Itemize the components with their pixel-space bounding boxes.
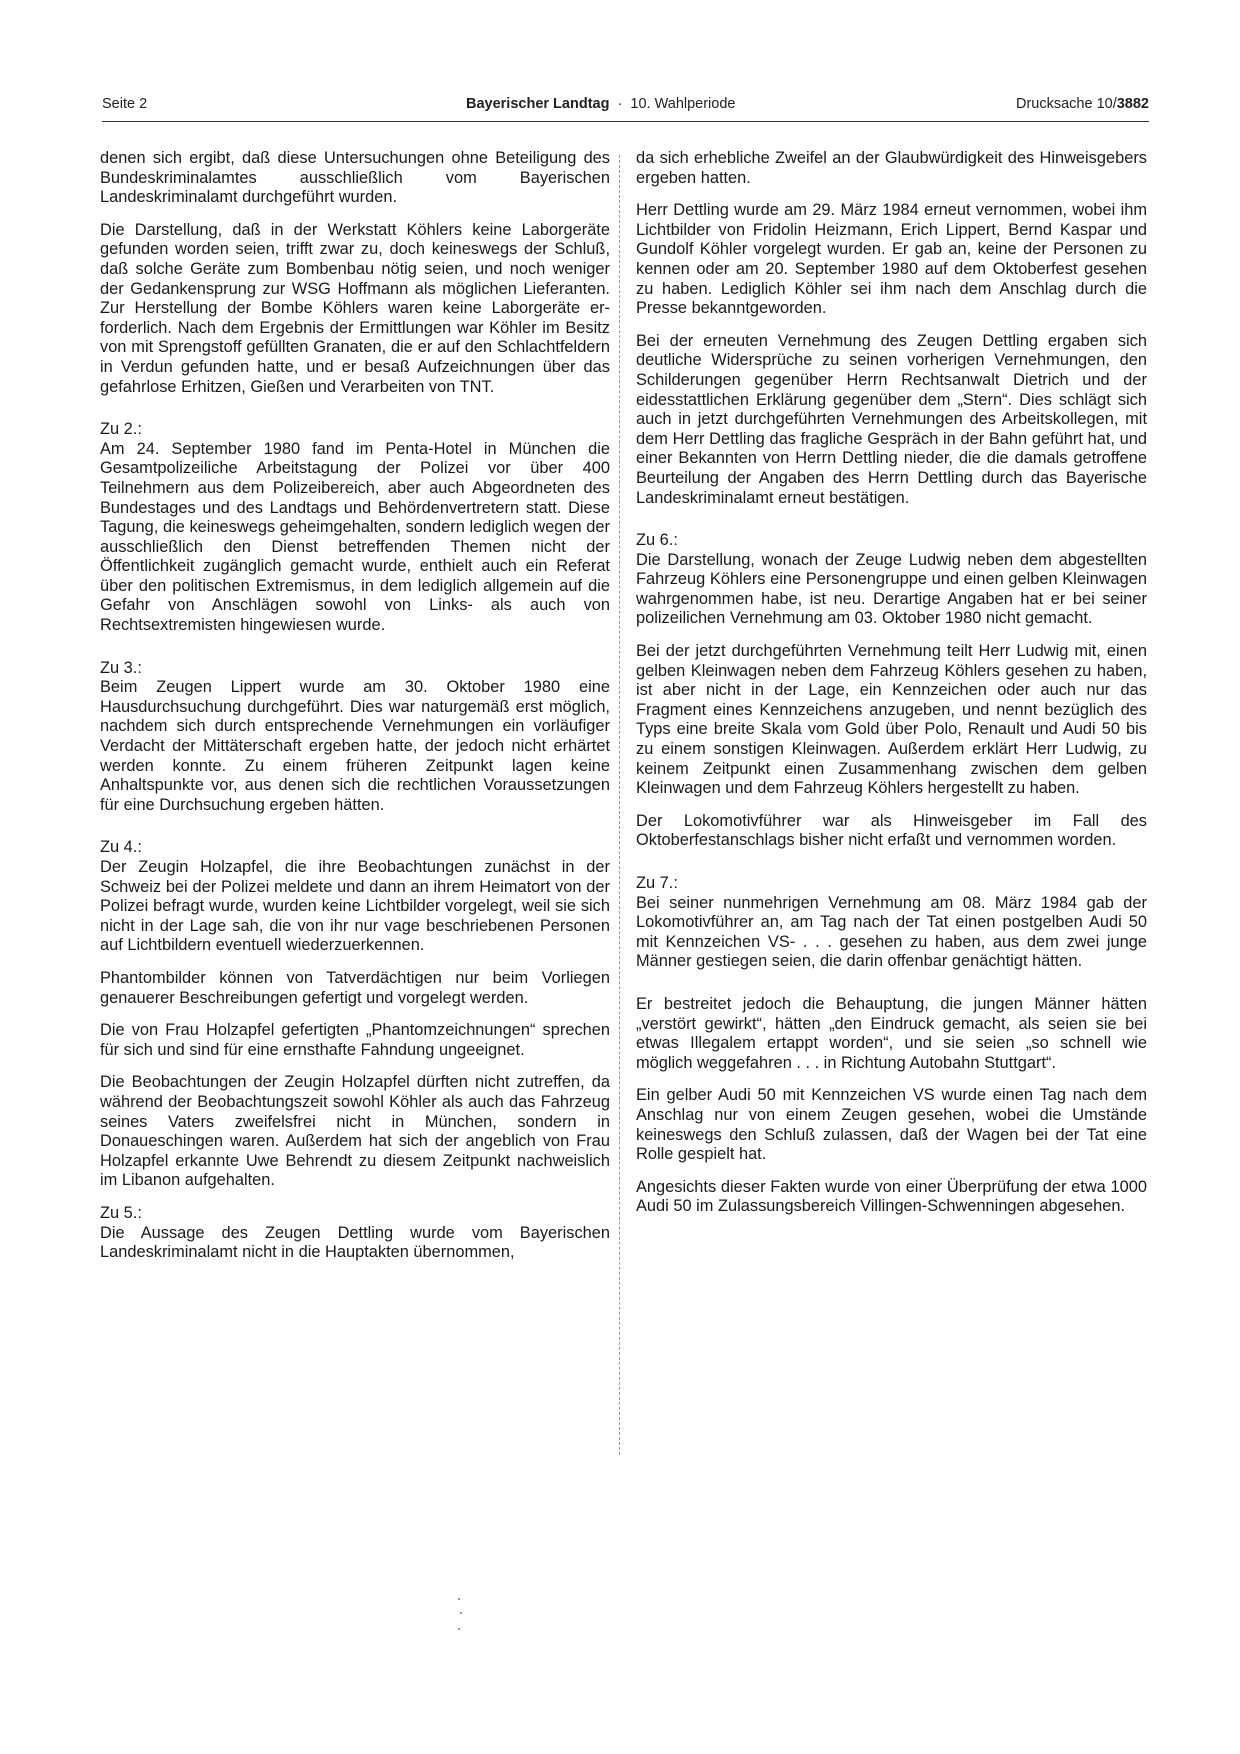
- header-rule: [102, 121, 1149, 122]
- paragraph: da sich erhebliche Zweifel an der Glaubwürdigkeit des Hinweisgebers ergeben hatten.: [636, 149, 1147, 187]
- page-header: [102, 94, 1149, 118]
- section-heading: Zu 2.:: [100, 420, 142, 439]
- paragraph: Am 24. September 1980 fand im Penta-Hotel in München die Gesamtpolizeiliche Arbeitstagung der Polizei vor über 400 Teilnehmern aus dem Polizeibereich, aber auch Abgeordneten des Bundestages und des Landtags und Behördenvertretern statt. Diese Tagung, die keineswegs geheimgehalten, sondern lediglich wegen der ausschließlich den Dienst betreffenden Themen nicht der Öffentlichkeit zugänglich gemacht wurde, enthielt auch ein Referat über den politischen Extremismus, in dem lediglich allgemein auf die Gefahr von Anschlägen sowohl von Links- als auch von Rechtsextremisten hingewiesen wurde.: [100, 439, 610, 635]
- paragraph: Phantombilder können von Tatverdächtigen nur beim Vorliegen genauerer Beschreibungen gefertigt und vorgelegt werden.: [100, 968, 610, 1007]
- paragraph: Die Beobachtungen der Zeugin Holzapfel dürften nicht zutreffen, da während der Beobachtungszeit sowohl Köhler als auch das Fahrzeug seines Vaters zweifelsfrei nicht in München, sondern in Donaueschingen waren. Außerdem hat sich der angeblich von Frau Holzapfel erkannte Uwe Behrendt zu diesem Zeitpunkt nachweislich im Libanon aufgehalten.: [100, 1073, 610, 1190]
- column-divider: [619, 155, 620, 1455]
- page-number: Seite 2: [102, 96, 148, 112]
- left-column: [100, 149, 610, 1276]
- section-3: [100, 659, 610, 816]
- paragraph: denen sich ergibt, daß diese Untersuchungen ohne Beteiligung des Bundeskriminalamtes ausschließlich vom Bayerischen Landeskriminalamt durchgeführt wurden.: [100, 149, 610, 207]
- section-6: [636, 531, 1147, 629]
- scan-speck: [458, 1628, 460, 1630]
- paragraph: Bei der jetzt durchgeführten Vernehmung teilt Herr Ludwig mit, einen gelben Kleinwagen neben dem Fahrzeug Köhlers gesehen zu haben, ist aber nicht in der Lage, ein Kennzeichen oder auch nur das Fragment eines Kennzeichens anzugeben, und nennt bezüglich des Typs eine breite Skala vom Gold über Polo, Renault und Audi 50 bis zu einem sonstigen Kleinwagen. Außerdem erklärt Herr Ludwig, zu keinem Zeitpunkt einen Zusammenhang zwischen dem gelben Kleinwagen und dem Fahrzeug Köhlers hergestellt zu haben.: [636, 642, 1147, 798]
- section-2: [100, 420, 610, 636]
- section-heading: Zu 4.:: [100, 838, 142, 857]
- paragraph: Die Darstellung, wonach der Zeuge Ludwig neben dem abgestellten Fahrzeug Köhlers eine Personengruppe und einen gelben Kleinwagen wahrgenommen habe, ist neu. Derartige Angaben hat er bei seiner polizeilichen Vernehmung am 03. Oktober 1980 nicht gemacht.: [636, 550, 1147, 628]
- document-number-value: 3882: [1116, 96, 1149, 112]
- header-separator: ·: [617, 96, 623, 112]
- paragraph: Der Lokomotivführer war als Hinweisgeber im Fall des Oktoberfestanschlags bisher nicht erfaßt und vernommen worden.: [636, 811, 1147, 850]
- paragraph: Bei der erneuten Vernehmung des Zeugen Dettling ergaben sich deutliche Widersprüche zu seinen vorherigen Vernehmungen, den Schilderungen gegenüber Herrn Rechtsanwalt Dietrich und der eidesstattlichen Erklärung gegenüber dem „Stern“. Dies schlägt sich auch in jetzt durchgeführten Vernehmungen des Arbeitskollegen, mit dem Herr Dettling das fragliche Gespräch in der Bahn geführt hat, und einer Bekannten von Herrn Dettling nieder, die die damals getroffene Beurteilung der Angaben des Herrn Dettling durch das Bayerische Landeskriminalamt erneut bestätigen.: [636, 331, 1147, 507]
- paragraph: Bei seiner nunmehrigen Vernehmung am 08. März 1984 gab der Lokomotivführer an, am Tag nach der Tat einen postgelben Audi 50 mit Kennzeichen VS- . . . gesehen zu haben, aus dem zwei junge Männer gestiegen seien, die darin offenbar genächtigt hätten.: [636, 893, 1147, 971]
- right-column: [636, 149, 1147, 1230]
- scan-speck: [460, 1612, 462, 1614]
- document-number: [1016, 96, 1149, 112]
- paragraph: Er bestreitet jedoch die Behauptung, die jungen Männer hätten „verstört gewirkt“, hätten „den Eindruck gemacht, als seien sie bei etwas Illegalem ertappt worden“, und sie seien „so schnell wie möglich weggefahren . . . in Richtung Autobahn Stuttgart“.: [636, 994, 1147, 1072]
- section-5: [100, 1204, 610, 1263]
- section-heading: Zu 7.:: [636, 874, 678, 892]
- legislative-period: 10. Wahlperiode: [630, 96, 736, 112]
- paragraph: Die Darstellung, daß in der Werkstatt Köhlers keine Laborgeräte gefunden worden seien, trifft zwar zu, doch keineswegs der Schluß, daß solche Geräte zum Bombenbau nötig seien, und noch weniger der Gedankensprung zur WSG Hoffmann als möglichen Lieferanten. Zur Herstellung der Bombe Köhlers waren keine Laborgeräte erforderlich. Nach dem Ergebnis der Ermittlungen war Köhler im Besitz von mit Sprengstoff gefüllten Granaten, die er auf den Schlachtfeldern in Verdun gefunden hatte, und er besaß Aufzeichnungen über das gefahrlose Erhitzen, Gießen und Verarbeiten von TNT.: [100, 220, 610, 396]
- scan-speck: [458, 1598, 460, 1600]
- section-4: [100, 838, 610, 956]
- section-heading: Zu 6.:: [636, 531, 678, 550]
- paragraph: Die von Frau Holzapfel gefertigten „Phantomzeichnungen“ sprechen für sich und sind für eine ernsthafte Fahndung ungeeignet.: [100, 1021, 610, 1059]
- section-7: [636, 874, 1147, 972]
- document-prefix: Drucksache 10/: [1015, 96, 1117, 112]
- paragraph: Die Aussage des Zeugen Dettling wurde vom Bayerischen Landeskriminalamt nicht in die Hauptakten übernommen,: [100, 1223, 610, 1262]
- paragraph: Beim Zeugen Lippert wurde am 30. Oktober 1980 eine Hausdurchsuchung durchgeführt. Dies war naturgemäß erst möglich, nachdem sich durch entsprechende Vernehmungen ein vorläufiger Verdacht der Mittäterschaft ergeben hatte, der jedoch nicht erhärtet werden konnte. Zu einem früheren Zeitpunkt lagen keine Anhaltspunkte vor, aus denen sich die rechtlichen Voraussetzungen für eine Durchsuchung ergeben hätten.: [100, 678, 610, 814]
- paragraph: Angesichts dieser Fakten wurde von einer Überprüfung der etwa 1000 Audi 50 im Zulassungsbereich Villingen-Schwenningen abgesehen.: [636, 1177, 1147, 1216]
- section-heading: Zu 3.:: [100, 658, 142, 677]
- paragraph: Herr Dettling wurde am 29. März 1984 erneut vernommen, wobei ihm Lichtbilder von Fridolin Heizmann, Erich Lippert, Bernd Kaspar und Gundolf Köhler vorgelegt wurden. Er gab an, keine der Personen zu kennen oder am 20. September 1980 auf dem Oktoberfest gesehen zu haben. Lediglich Köhler sei ihm nach dem Anschlag durch die Presse bekanntgeworden.: [636, 201, 1147, 318]
- paragraph: Der Zeugin Holzapfel, die ihre Beobachtungen zunächst in der Schweiz bei der Polizei meldete und dann an ihrem Heimatort von der Polizei befragt wurde, wurden keine Lichtbilder vorgelegt, weil sie sich nicht in der Lage sah, die von ihr nur vage beschriebenen Personen auf Lichtbildern eventuell wiederzuerkennen.: [100, 858, 610, 955]
- paragraph: Ein gelber Audi 50 mit Kennzeichen VS wurde einen Tag nach dem Anschlag nur von einem Zeugen gesehen, wobei die Umstände keineswegs den Schluß zulassen, daß der Wagen bei der Tat eine Rolle gespielt hat.: [636, 1086, 1147, 1164]
- header-title: [466, 96, 735, 112]
- parliament-name: Bayerischer Landtag: [466, 96, 610, 112]
- section-heading: Zu 5.:: [100, 1203, 142, 1222]
